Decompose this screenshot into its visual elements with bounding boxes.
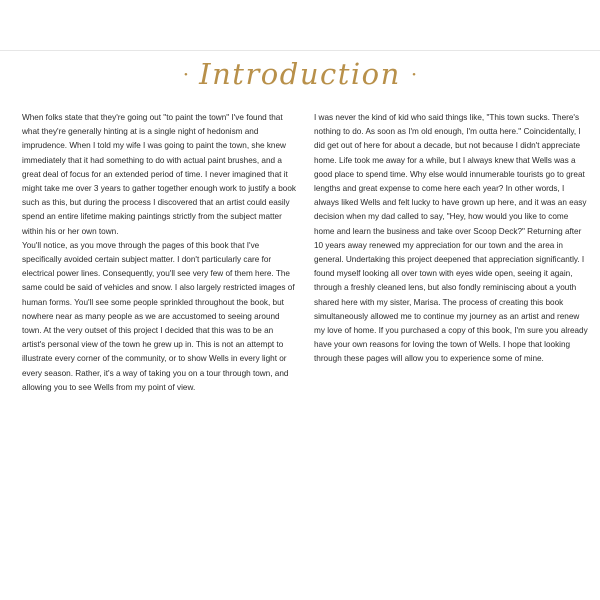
- right-text-column: [314, 111, 588, 367]
- ornament-dot-right: ·: [410, 62, 418, 86]
- paragraph: You'll notice, as you move through the pages of this book that I've specifically avoided certain subject matter. I don't particularly care for electrical power lines. Consequently, you'll see very few of them here. The same could be said of vehicles and snow. I also largely restricted images of human forms. You'll see some people sprinkled throughout the book, but nowhere near as many people as we are accustomed to seeing around town. At the very outset of this project I decided that this was to be an artist's personal view of the town he grew up in. This is not an attempt to illustrate every corner of the community, or to show Wells in every light or every season. Rather, it's a way of taking you on a tour through town, and allowing you to see Wells from my point of view.: [22, 240, 295, 392]
- paragraph: I was never the kind of kid who said things like, "This town sucks. There's nothing to do. As soon as I'm old enough, I'm outta here." Coincidentally, I did get out of here for about a decade, but not because I didn't appreciate home. Life took me away for a while, but I always knew that Wells was a good place to spend time. Why else would innumerable tourists go to great lengths and great expense to come here each year? In other words, I always liked Wells and felt lucky to have grown up here, and it was an easy decision when my dad called to say, "Hey, how would you like to come home and learn the business and take over Scoop Deck?" Returning after 10 years away renewed my appreciation for our town and the area in general. Undertaking this project deepened that appreciation significantly. I found myself looking all over town with eyes wide open, seeing it again, through a freshly cleaned lens, but also fondly reminiscing about a youth shared here with my sister, Marisa. The process of creating this book simultaneously allowed me to continue my journey as an artist and renew my love of home. If you purchased a copy of this book, I'm sure you already have your own reasons for loving the town of Wells. I hope that looking through these pages will allow you to experience some of mine.: [314, 113, 588, 364]
- ornament-dot-left: ·: [182, 62, 190, 86]
- page-title-row: [0, 54, 600, 94]
- left-text-column: [22, 111, 298, 395]
- top-bar: [0, 0, 600, 51]
- page-title: Introduction: [199, 57, 401, 91]
- paragraph: When folks state that they're going out "to paint the town" I've found that what they're generally hinting at is a single night of hedonism and imprudence. When I told my wife I was going to paint the town, she knew immediately that it had something to do with actual paint brushes, and a great deal of focus for an extended period of time. I never imagined that it might take me over 3 years to gather together enough work to justify a book such as this, but during the process I discovered that an artist could easily spend an entire lifetime making paintings strictly from the subject matter within his or her own town.: [22, 113, 296, 236]
